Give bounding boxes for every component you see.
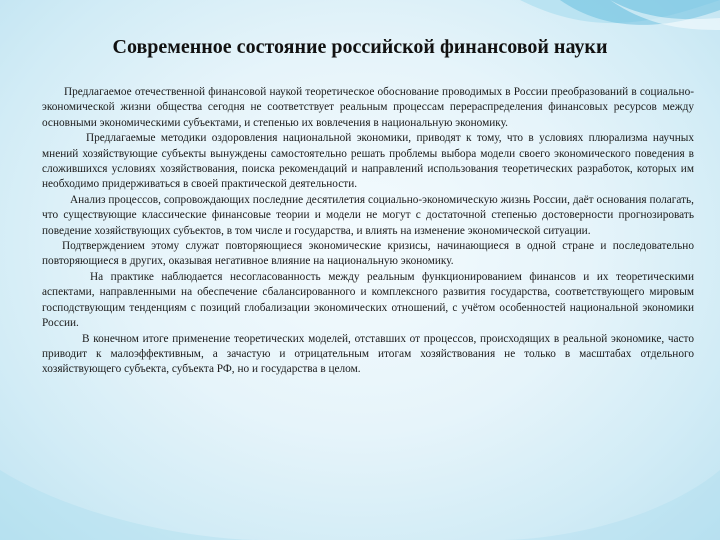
- slide-title: Современное состояние российской финансовой науки: [112, 36, 608, 58]
- body-text: [42, 85, 694, 378]
- paragraph-6: В конечном итоге применение теоретических моделей, отставших от процессов, происходящих в реальной экономике, часто приводит к малоэффективным, а зачастую и отрицательным итогам хозяйствования не только в масштабах отдельного хозяйствующего субъекта, субъекта РФ, но и государства в целом.: [42, 332, 694, 376]
- paragraph-2: Предлагаемые методики оздоровления национальной экономики, приводят к тому, что в условиях плюрализма научных мнений хозяйствующие субъекты вынуждены самостоятельно решать проблемы выбора модели своего экономического поведения в сложившихся условиях хозяйствования, поиска рекомендаций и направлений использования теоретических разработок, которых им необходимо придерживаться в своей практической деятельности.: [42, 132, 694, 191]
- paragraph-5: На практике наблюдается несогласованность между реальным функционированием финансов и их теоретическими аспектами, направленными на обеспечение сбалансированного и комплексного развития государства, соответствующего мировым господствующим тенденциям с позиций глобализации экономических отношений, с учётом особенностей национальной экономики России.: [42, 270, 694, 330]
- paragraph-4: Подтверждением этому служат повторяющиеся экономические кризисы, начинающиеся в одной стране и последовательно повторяющиеся в других, оказывая негативное влияние на национальную экономику.: [42, 240, 694, 268]
- paragraph-3: Анализ процессов, сопровождающих последние десятилетия социально-экономическую жизнь России, даёт основания полагать, что существующие классические финансовые теории и модели не могут с достаточной степенью достоверности прогнозировать поведение хозяйствующих субъектов, в том числе и государства, и влиять на изменение экономической ситуации.: [42, 193, 694, 237]
- paragraph-1: Предлагаемое отечественной финансовой наукой теоретическое обоснование проводимых в России преобразований в социально-экономической жизни общества сегодня не соответствует реальным процессам перераспределения финансовых ресурсов между основными экономическими субъектами, и степенью их вовлечения в национальную экономику.: [42, 86, 694, 129]
